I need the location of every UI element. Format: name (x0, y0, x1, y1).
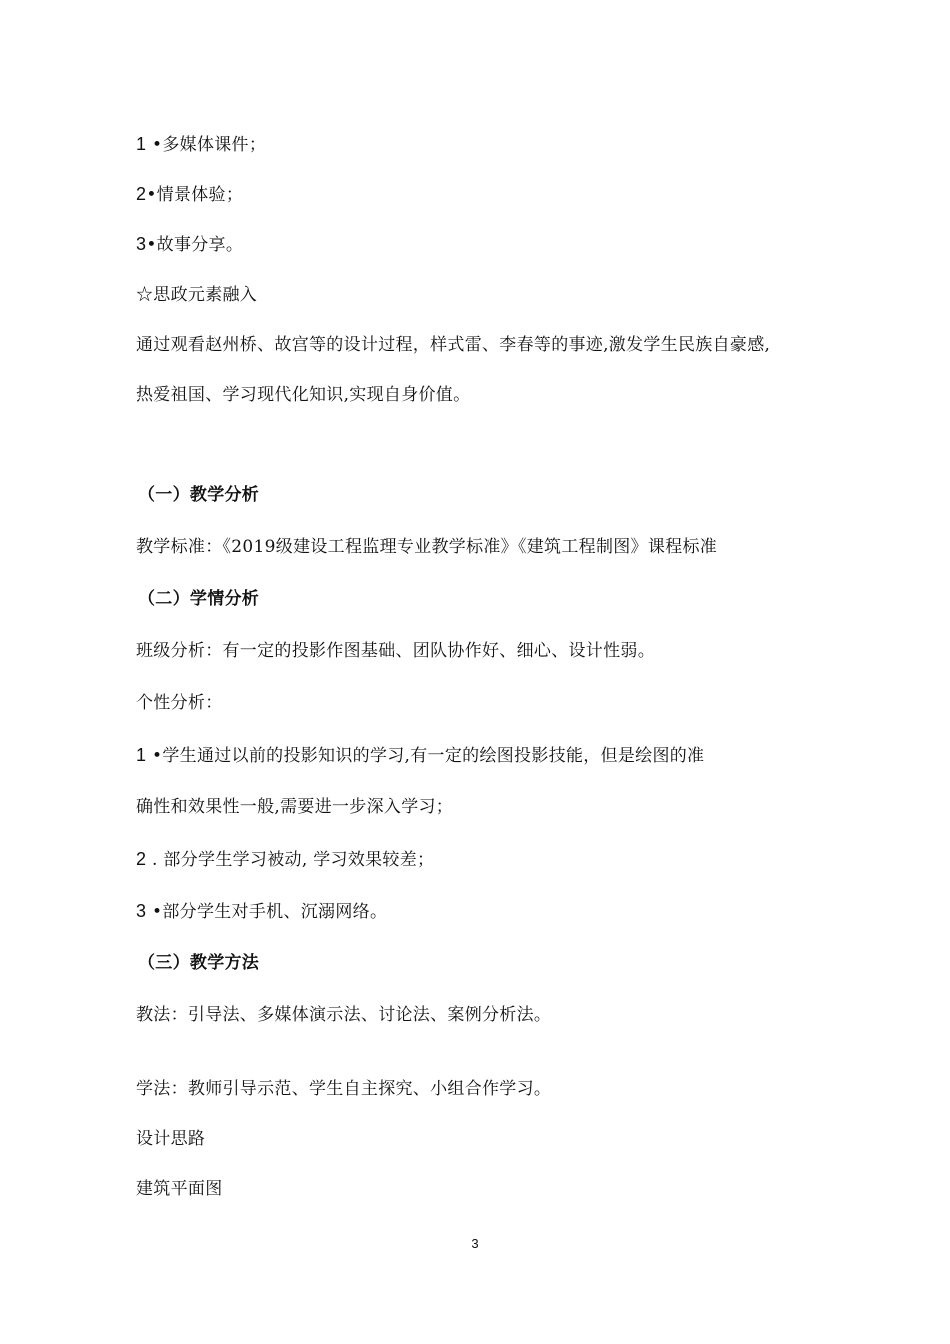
list-number: 1 (136, 134, 147, 154)
individual-item-1 (136, 744, 704, 767)
list-text: . 部分学生学习被动, 学习效果较差； (146, 850, 435, 870)
learning-methods: 学法：教师引导示范、学生自主探究、小组合作学习。 (136, 1079, 552, 1099)
ideology-title: ☆思政元素融入 (136, 285, 258, 305)
list-text: •多媒体课件； (146, 135, 267, 155)
list-text: •情景体验； (146, 185, 244, 205)
section-heading-student-analysis: （二）学情分析 (138, 589, 260, 609)
list-item-story (136, 233, 243, 256)
list-number: 3 (136, 901, 147, 921)
section-heading-teaching-analysis: （一）教学分析 (138, 485, 260, 505)
class-analysis: 班级分析：有一定的投影作图基础、团队协作好、细心、设计性弱。 (136, 641, 655, 661)
list-text: •部分学生对手机、沉溺网络。 (146, 902, 388, 922)
individual-item-1-continued (136, 796, 453, 818)
list-number: 2 (136, 849, 147, 869)
list-text: •故事分享。 (146, 235, 244, 255)
list-item-scenario (136, 183, 243, 206)
list-number: 3 (136, 234, 147, 254)
ideology-paragraph-line-1: 通过观看赵州桥、故宫等的设计过程，样式雷、李春等的事迹,激发学生民族自豪感, (136, 335, 771, 355)
list-item-multimedia (136, 133, 266, 156)
page-number: 3 (471, 1236, 479, 1251)
individual-item-3 (136, 900, 387, 923)
design-idea-label: 设计思路 (136, 1129, 206, 1149)
list-number: 2 (136, 184, 147, 204)
section-heading-teaching-methods: （三）教学方法 (138, 953, 260, 973)
list-text: 确性和效果性一般,需要进一步深入学习； (136, 797, 454, 817)
individual-analysis-label: 个性分析： (136, 693, 223, 713)
list-number: 1 (136, 745, 147, 765)
individual-item-2 (136, 848, 434, 871)
floor-plan-label: 建筑平面图 (136, 1179, 223, 1199)
list-text: •学生通过以前的投影知识的学习,有一定的绘图投影技能，但是绘图的准 (146, 746, 705, 766)
teaching-methods: 教法：引导法、多媒体演示法、讨论法、案例分析法。 (136, 1005, 552, 1025)
teaching-standard: 教学标准：《2019级建设工程监理专业教学标准》《建筑工程制图》课程标准 (136, 537, 718, 557)
ideology-paragraph-line-2: 热爱祖国、学习现代化知识,实现自身价值。 (136, 385, 471, 405)
